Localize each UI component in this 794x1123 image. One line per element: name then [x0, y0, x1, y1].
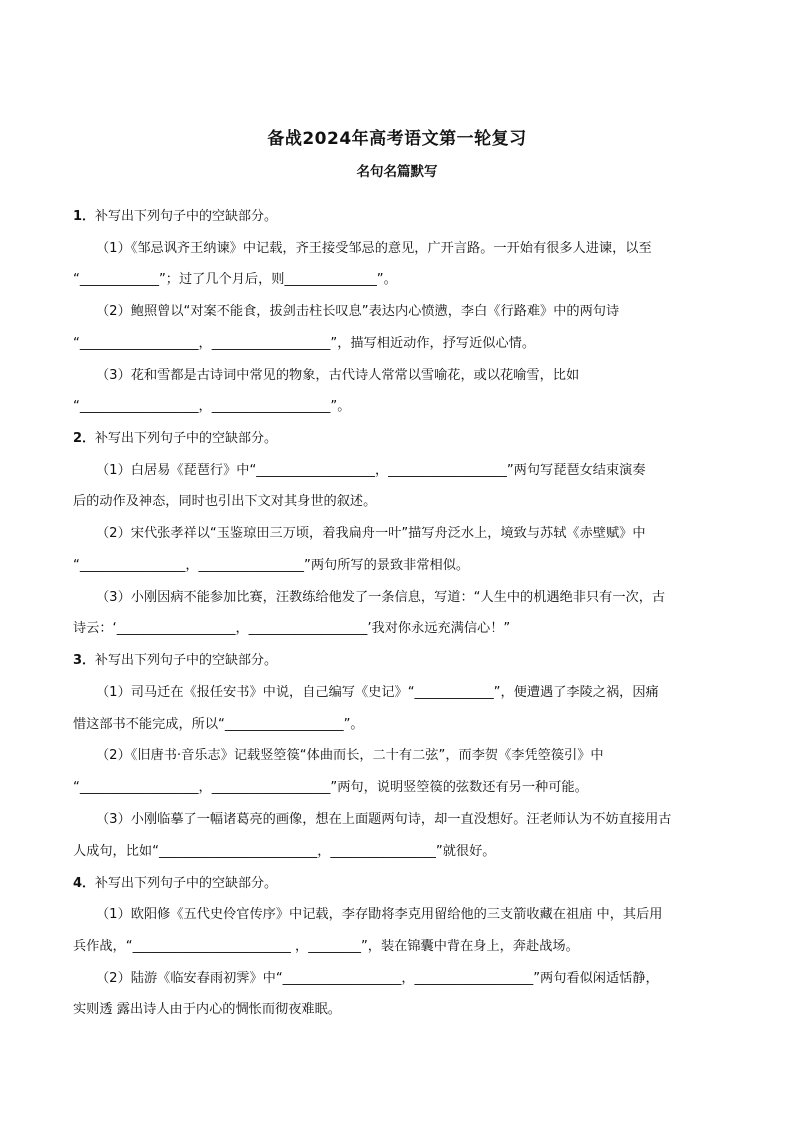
question-2-line-5: （3）小刚因病不能参加比赛，汪教练给他发了一条信息，写道：“人生中的机遇绝非只有一次，古: [96, 590, 666, 605]
question-4-line-2: 兵作战，“________________________ ，________”，装在锦囊中背在身上，奔赴战场。: [73, 939, 579, 954]
question-3-line-6: 人成句，比如“________________________，________________”就很好。: [73, 844, 496, 859]
document-subtitle: 名句名篇默写: [356, 164, 438, 180]
question-3-line-2: 惜这部书不能完成，所以“__________________”。: [73, 717, 364, 732]
question-3-line-4: “__________________，__________________”两句，说明竖箜篌的弦数还有另一种可能。: [73, 780, 588, 795]
question-1-line-5: （3）花和雪都是古诗词中常见的物象，古代诗人常常以雪喻花，或以花喻雪，比如: [96, 368, 580, 383]
document-title: 备战2024年高考语文第一轮复习: [267, 129, 527, 149]
question-1-header: [73, 207, 277, 227]
question-4-line-4: 实则透 露出诗人由于内心的惆怅而彻夜难眠。: [73, 1002, 341, 1017]
question-1-line-6: “__________________，__________________”。: [73, 399, 351, 414]
question-3-line-1: （1）司马迁在《报任安书》中说，自己编写《史记》“____________”，便遭遇了李陵之祸，因痛: [96, 685, 659, 700]
question-3-line-5: （3）小刚临摹了一幅诸葛亮的画像，想在上面题两句诗，却一直没想好。汪老师认为不妨直接用古: [96, 812, 672, 827]
question-1-line-3: （2）鲍照曾以“对案不能食，拔剑击柱长叹息”表达内心愤懑，李白《行路难》中的两句诗: [96, 304, 620, 319]
question-2-line-2: 后的动作及神态，同时也引出下文对其身世的叙述。: [73, 494, 377, 509]
question-1-line-4: “__________________，__________________”，描写相近动作，抒写近似心情。: [73, 336, 536, 351]
question-2-line-3: （2）宋代张孝祥以“玉鉴琼田三万顷，着我扁舟一叶”描写舟泛水上，境致与苏轼《赤壁赋》中: [96, 526, 646, 541]
question-prompt: 补写出下列句子中的空缺部分。: [95, 209, 278, 224]
question-number: 4．: [73, 876, 96, 891]
question-number: 1．: [73, 209, 96, 224]
question-4-header: [73, 874, 277, 894]
question-3-line-3: （2）《旧唐书·音乐志》记载竖箜篌“体曲而长，二十有二弦”，而李贺《李凭箜篌引》中: [96, 748, 604, 763]
question-3-header: [73, 651, 277, 671]
question-prompt: 补写出下列句子中的空缺部分。: [95, 653, 278, 668]
question-2-line-6: 诗云：‘__________________，__________________’我对你永远充满信心！”: [73, 621, 511, 636]
question-4-line-3: （2）陆游《临安春雨初霁》中“__________________，__________________”两句看似闲适恬静，: [96, 971, 659, 986]
question-1-line-2: “____________”；过了几个月后，则______________”。: [73, 272, 397, 287]
question-number: 3．: [73, 653, 96, 668]
question-prompt: 补写出下列句子中的空缺部分。: [95, 431, 278, 446]
question-number: 2．: [73, 431, 96, 446]
question-prompt: 补写出下列句子中的空缺部分。: [95, 876, 278, 891]
question-4-line-1: （1）欧阳修《五代史伶官传序》中记载，李存勖将李克用留给他的三支箭收藏在祖庙 中，其后用: [96, 907, 663, 922]
question-2-header: [73, 429, 277, 449]
question-2-line-4: “________________，________________”两句所写的景致非常相似。: [73, 558, 470, 573]
question-2-line-1: （1）白居易《琵琶行》中“__________________，__________________”两句写琵琶女结束演奏: [96, 463, 646, 478]
question-1-line-1: （1）《邹忌讽齐王纳谏》中记载，齐王接受邹忌的意见，广开言路。一开始有很多人进谏，以至: [96, 241, 652, 256]
